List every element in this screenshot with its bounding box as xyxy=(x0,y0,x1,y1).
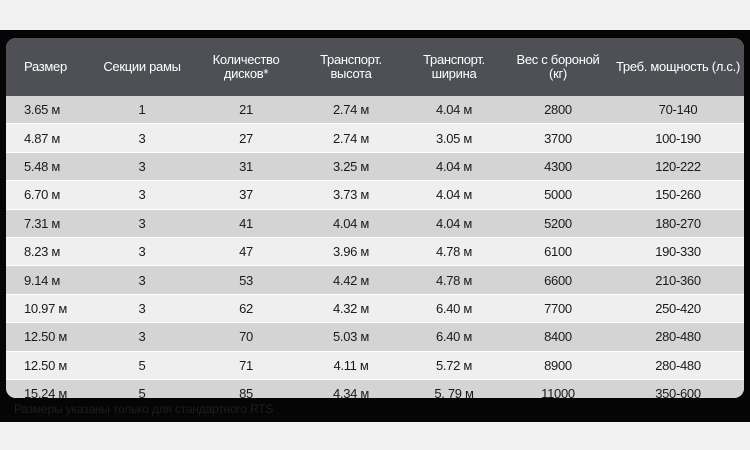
cell-power: 210-360 xyxy=(612,266,744,294)
header-transport-height: Транспорт. высота xyxy=(298,38,404,96)
cell-transport-width: 6.40 м xyxy=(404,323,504,351)
cell-transport-width: 4.04 м xyxy=(404,96,504,124)
cell-transport-height: 4.04 м xyxy=(298,209,404,237)
cell-weight: 3700 xyxy=(504,124,612,152)
table-row xyxy=(6,237,744,265)
cell-weight: 8900 xyxy=(504,351,612,379)
cell-disc-count: 53 xyxy=(194,266,298,294)
cell-transport-height: 4.32 м xyxy=(298,294,404,322)
cell-transport-width: 4.04 м xyxy=(404,181,504,209)
cell-frame-sections: 1 xyxy=(90,96,194,124)
header-frame-sections: Секции рамы xyxy=(90,38,194,96)
cell-weight: 5200 xyxy=(504,209,612,237)
cell-frame-sections: 3 xyxy=(90,152,194,180)
cell-disc-count: 47 xyxy=(194,237,298,265)
cell-frame-sections: 5 xyxy=(90,351,194,379)
table-row xyxy=(6,124,744,152)
cell-size: 12.50 м xyxy=(6,323,90,351)
cell-transport-height: 4.11 м xyxy=(298,351,404,379)
cell-size: 9.14 м xyxy=(6,266,90,294)
cell-transport-height: 4.42 м xyxy=(298,266,404,294)
cell-size: 7.31 м xyxy=(6,209,90,237)
cell-transport-width: 6.40 м xyxy=(404,294,504,322)
cell-size: 3.65 м xyxy=(6,96,90,124)
cell-size: 6.70 м xyxy=(6,181,90,209)
cell-power: 70-140 xyxy=(612,96,744,124)
cell-transport-width: 3.05 м xyxy=(404,124,504,152)
cell-power: 350-600 xyxy=(612,379,744,398)
cell-size: 8.23 м xyxy=(6,237,90,265)
cell-transport-height: 4.34 м xyxy=(298,379,404,398)
cell-frame-sections: 3 xyxy=(90,209,194,237)
cell-transport-width: 5. 79 м xyxy=(404,379,504,398)
cell-frame-sections: 3 xyxy=(90,181,194,209)
cell-weight: 8400 xyxy=(504,323,612,351)
cell-disc-count: 71 xyxy=(194,351,298,379)
cell-weight: 6100 xyxy=(504,237,612,265)
cell-power: 280-480 xyxy=(612,323,744,351)
specs-table xyxy=(6,38,744,398)
table-header xyxy=(6,38,744,96)
header-power: Треб. мощность (л.с.) xyxy=(612,38,744,96)
table-row xyxy=(6,266,744,294)
header-disc-count: Количество дисков* xyxy=(194,38,298,96)
cell-frame-sections: 3 xyxy=(90,266,194,294)
table-row xyxy=(6,323,744,351)
cell-power: 180-270 xyxy=(612,209,744,237)
cell-disc-count: 37 xyxy=(194,181,298,209)
table-body xyxy=(6,96,744,398)
header-row xyxy=(6,38,744,96)
cell-weight: 11000 xyxy=(504,379,612,398)
cell-power: 120-222 xyxy=(612,152,744,180)
header-size: Размер xyxy=(6,38,90,96)
cell-size: 15.24 м xyxy=(6,379,90,398)
cell-weight: 5000 xyxy=(504,181,612,209)
cell-weight: 6600 xyxy=(504,266,612,294)
cell-transport-height: 3.96 м xyxy=(298,237,404,265)
cell-transport-width: 4.78 м xyxy=(404,237,504,265)
cell-transport-width: 5.72 м xyxy=(404,351,504,379)
cell-power: 250-420 xyxy=(612,294,744,322)
cell-disc-count: 21 xyxy=(194,96,298,124)
cell-frame-sections: 3 xyxy=(90,237,194,265)
table-row xyxy=(6,181,744,209)
cell-transport-height: 3.73 м xyxy=(298,181,404,209)
cell-transport-height: 3.25 м xyxy=(298,152,404,180)
cell-transport-width: 4.04 м xyxy=(404,209,504,237)
table-row xyxy=(6,152,744,180)
table-row xyxy=(6,294,744,322)
cell-disc-count: 85 xyxy=(194,379,298,398)
table-row xyxy=(6,351,744,379)
cell-transport-height: 5.03 м xyxy=(298,323,404,351)
cell-disc-count: 70 xyxy=(194,323,298,351)
table-row xyxy=(6,209,744,237)
cell-transport-width: 4.04 м xyxy=(404,152,504,180)
cell-frame-sections: 3 xyxy=(90,124,194,152)
cell-disc-count: 27 xyxy=(194,124,298,152)
cell-frame-sections: 5 xyxy=(90,379,194,398)
cell-transport-height: 2.74 м xyxy=(298,124,404,152)
cell-size: 12.50 м xyxy=(6,351,90,379)
cell-disc-count: 41 xyxy=(194,209,298,237)
footnote: Размеры указаны только для стандартного RTS xyxy=(14,402,274,416)
cell-disc-count: 31 xyxy=(194,152,298,180)
header-transport-width: Транспорт. ширина xyxy=(404,38,504,96)
cell-power: 190-330 xyxy=(612,237,744,265)
table-row xyxy=(6,379,744,398)
cell-weight: 2800 xyxy=(504,96,612,124)
cell-size: 10.97 м xyxy=(6,294,90,322)
specs-table-container xyxy=(6,38,744,398)
cell-power: 100-190 xyxy=(612,124,744,152)
header-weight: Вес с бороной (кг) xyxy=(504,38,612,96)
cell-weight: 4300 xyxy=(504,152,612,180)
cell-power: 150-260 xyxy=(612,181,744,209)
cell-disc-count: 62 xyxy=(194,294,298,322)
cell-power: 280-480 xyxy=(612,351,744,379)
cell-transport-width: 4.78 м xyxy=(404,266,504,294)
cell-frame-sections: 3 xyxy=(90,294,194,322)
cell-size: 5.48 м xyxy=(6,152,90,180)
cell-size: 4.87 м xyxy=(6,124,90,152)
table-row xyxy=(6,96,744,124)
cell-weight: 7700 xyxy=(504,294,612,322)
cell-frame-sections: 3 xyxy=(90,323,194,351)
cell-transport-height: 2.74 м xyxy=(298,96,404,124)
